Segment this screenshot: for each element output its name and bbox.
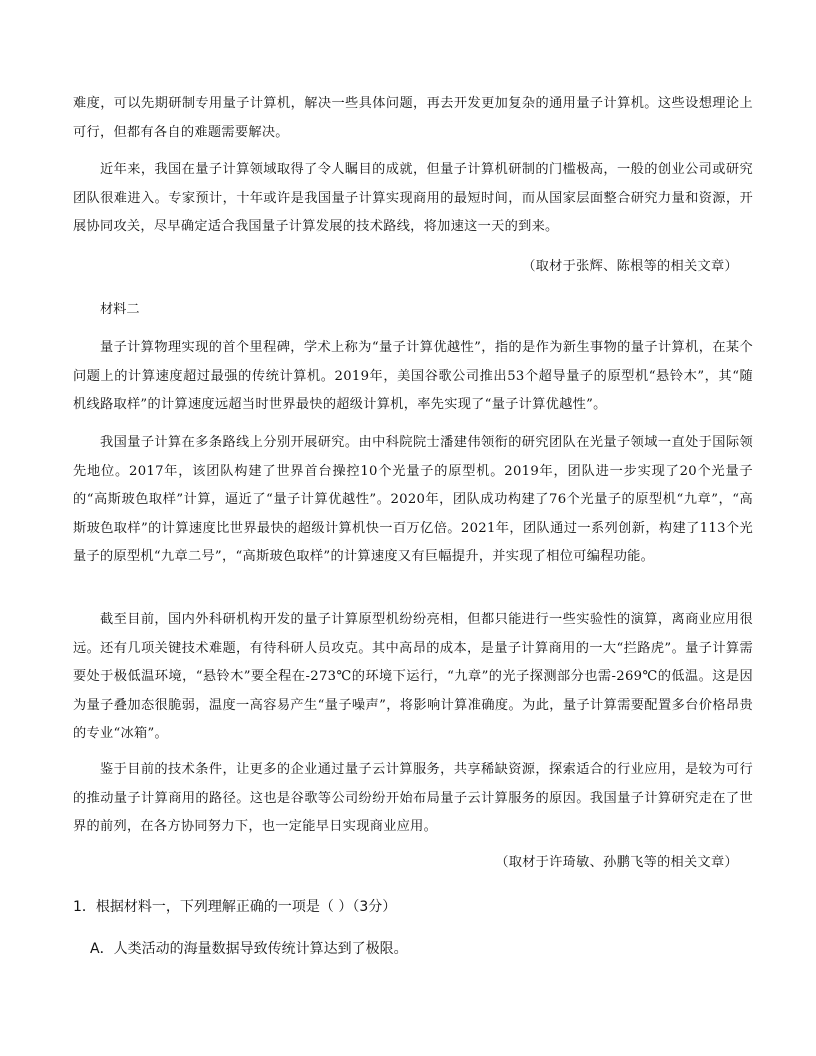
paragraph-cloud-services: 鉴于目前的技术条件，让更多的企业通过量子云计算服务，共享稀缺资源，探索适合的行业应用，是较为可行的推动量子计算商用的路径。这也是谷歌等公司纷纷开始布局量子云计算服务的原因。我国量子计算研究走在了世界的前列，在各方协同努力下，也一定能早日实现商业应用。 bbox=[73, 762, 753, 834]
paragraph-continuation: 难度，可以先期研制专用量子计算机，解决一些具体问题，再去开发更加复杂的通用量子计算机。这些设想理论上可行，但都有各自的难题需要解决。 bbox=[73, 96, 753, 140]
source-citation-2: （取材于许琦敏、孙鹏飞等的相关文章） bbox=[495, 855, 738, 870]
paragraph-challenges: 截至目前，国内外科研机构开发的量子计算原型机纷纷亮相，但都只能进行一些实验性的演算，离商业应用很远。还有几项关键技术难题，有待科研人员攻克。其中高昂的成本，是量子计算商用的一大“拦路虎”。量子计算需要处于极低温环境，“悬铃木”要全程在-273℃的环境下运行，“九章”的光子探测部分也需-269℃的低温。这是因为量子叠加态很脆弱，温度一高容易产生“量子噪声”，将影响计算准确度。为此，量子计算需要配置多台价格昂贵的专业“冰箱”。 bbox=[73, 612, 753, 741]
question-1-option-a: A．人类活动的海量数据导致传统计算达到了极限。 bbox=[90, 941, 408, 957]
source-citation-1: （取材于张辉、陈根等的相关文章） bbox=[522, 259, 738, 274]
material-two-heading: 材料二 bbox=[100, 302, 140, 317]
question-1-stem: 1．根据材料一，下列理解正确的一项是（ ）（3分） bbox=[73, 899, 397, 915]
paragraph-recent-achievements: 近年来，我国在量子计算领域取得了令人瞩目的成就，但量子计算机研制的门槛极高，一般的创业公司或研究团队很难进入。专家预计，十年或许是我国量子计算实现商用的最短时间，而从国家层面整合研究力量和资源，开展协同攻关，尽早确定适合我国量子计算发展的技术路线，将加速这一天的到来。 bbox=[73, 162, 753, 234]
paragraph-quantum-supremacy: 量子计算物理实现的首个里程碑，学术上称为“量子计算优越性”，指的是作为新生事物的量子计算机，在某个问题上的计算速度超过最强的传统计算机。2019年，美国谷歌公司推出53个超导量子的原型机“悬铃木”，其“随机线路取样”的计算速度远超当时世界最快的超级计算机，率先实现了“量子计算优越性”。 bbox=[73, 340, 753, 412]
paragraph-china-research: 我国量子计算在多条路线上分别开展研究。由中科院院士潘建伟领衔的研究团队在光量子领域一直处于国际领先地位。2017年，该团队构建了世界首台操控10个光量子的原型机。2019年，团队进一步实现了20个光量子的“高斯玻色取样”计算，逼近了“量子计算优越性”。2020年，团队成功构建了76个光量子的原型机“九章”，“高斯玻色取样”的计算速度比世界最快的超级计算机快一百万亿倍。2021年，团队通过一系列创新，构建了113个光量子的原型机“九章二号”，“高斯玻色取样”的计算速度又有巨幅提升，并实现了相位可编程功能。 bbox=[73, 435, 753, 564]
